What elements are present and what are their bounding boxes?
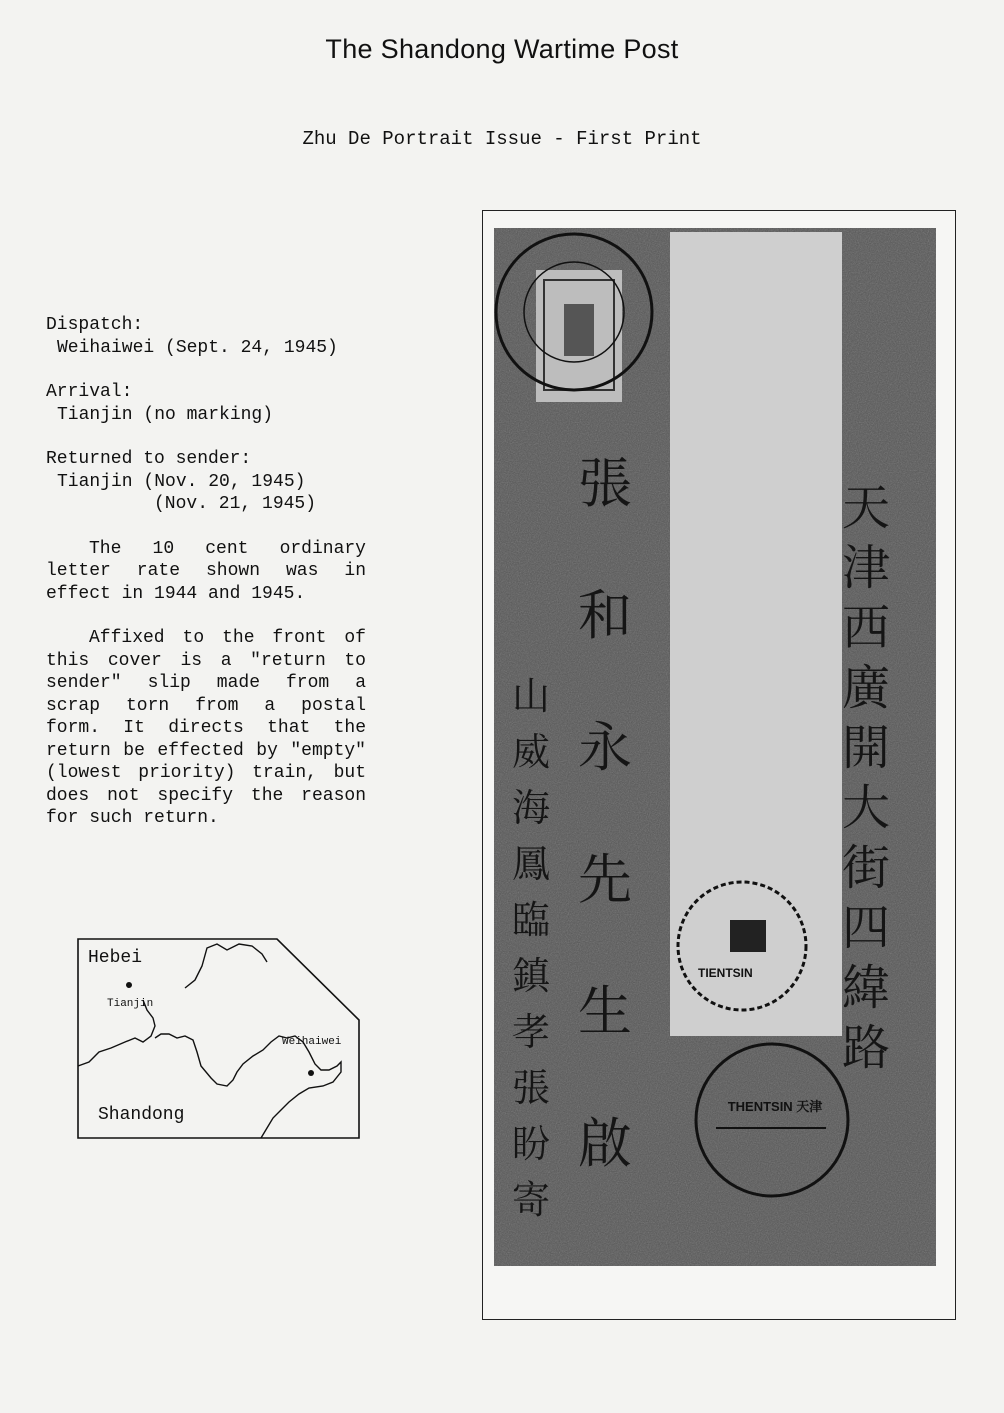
- dispatch-block: [46, 314, 366, 359]
- cover-sender-left: 山威海鳳臨鎮孝張盼寄: [512, 674, 551, 1222]
- cover-postmark-slip: TIENTSIN: [698, 966, 753, 980]
- slip-paragraph: Affixed to the front of this cover is a "return to sender" slip made from a scrap torn from a postal form. It directs that the return be effected by "empty" (lowest priority) train, but does not specify the reason for such return.: [46, 628, 366, 828]
- arrival-value: Tianjin (no marking): [57, 404, 274, 425]
- returned-value-2: (Nov. 21, 1945): [154, 494, 317, 514]
- page-title: The Shandong Wartime Post: [325, 34, 679, 64]
- page-subtitle: Zhu De Portrait Issue - First Print: [302, 128, 702, 150]
- dispatch-label: Dispatch:: [46, 315, 144, 335]
- map-label-hebei: Hebei: [88, 948, 143, 968]
- map-label-tianjin: Tianjin: [107, 998, 154, 1010]
- cover-recipient-center: 張和永先生啟: [578, 452, 632, 1175]
- cover-address-right: 天津西廣開大街四緯路: [842, 480, 891, 1076]
- postal-cover-image: [494, 228, 936, 1266]
- rate-paragraph: The 10 cent ordinary letter rate shown was in effect in 1944 and 1945.: [46, 538, 366, 604]
- returned-value-1: Tianjin (Nov. 20, 1945): [57, 471, 306, 492]
- returned-block: [46, 448, 366, 516]
- dispatch-value: Weihaiwei (Sept. 24, 1945): [57, 337, 338, 358]
- cover-postmark-lower: THENTSIN 天津: [727, 1099, 823, 1114]
- arrival-label: Arrival:: [46, 382, 133, 402]
- location-map: [77, 938, 360, 1140]
- arrival-block: [46, 381, 366, 426]
- map-label-weihaiwei: Weihaiwei: [282, 1036, 342, 1048]
- returned-label: Returned to sender:: [46, 449, 252, 469]
- map-label-shandong: Shandong: [98, 1105, 185, 1125]
- notes-column: [46, 314, 366, 852]
